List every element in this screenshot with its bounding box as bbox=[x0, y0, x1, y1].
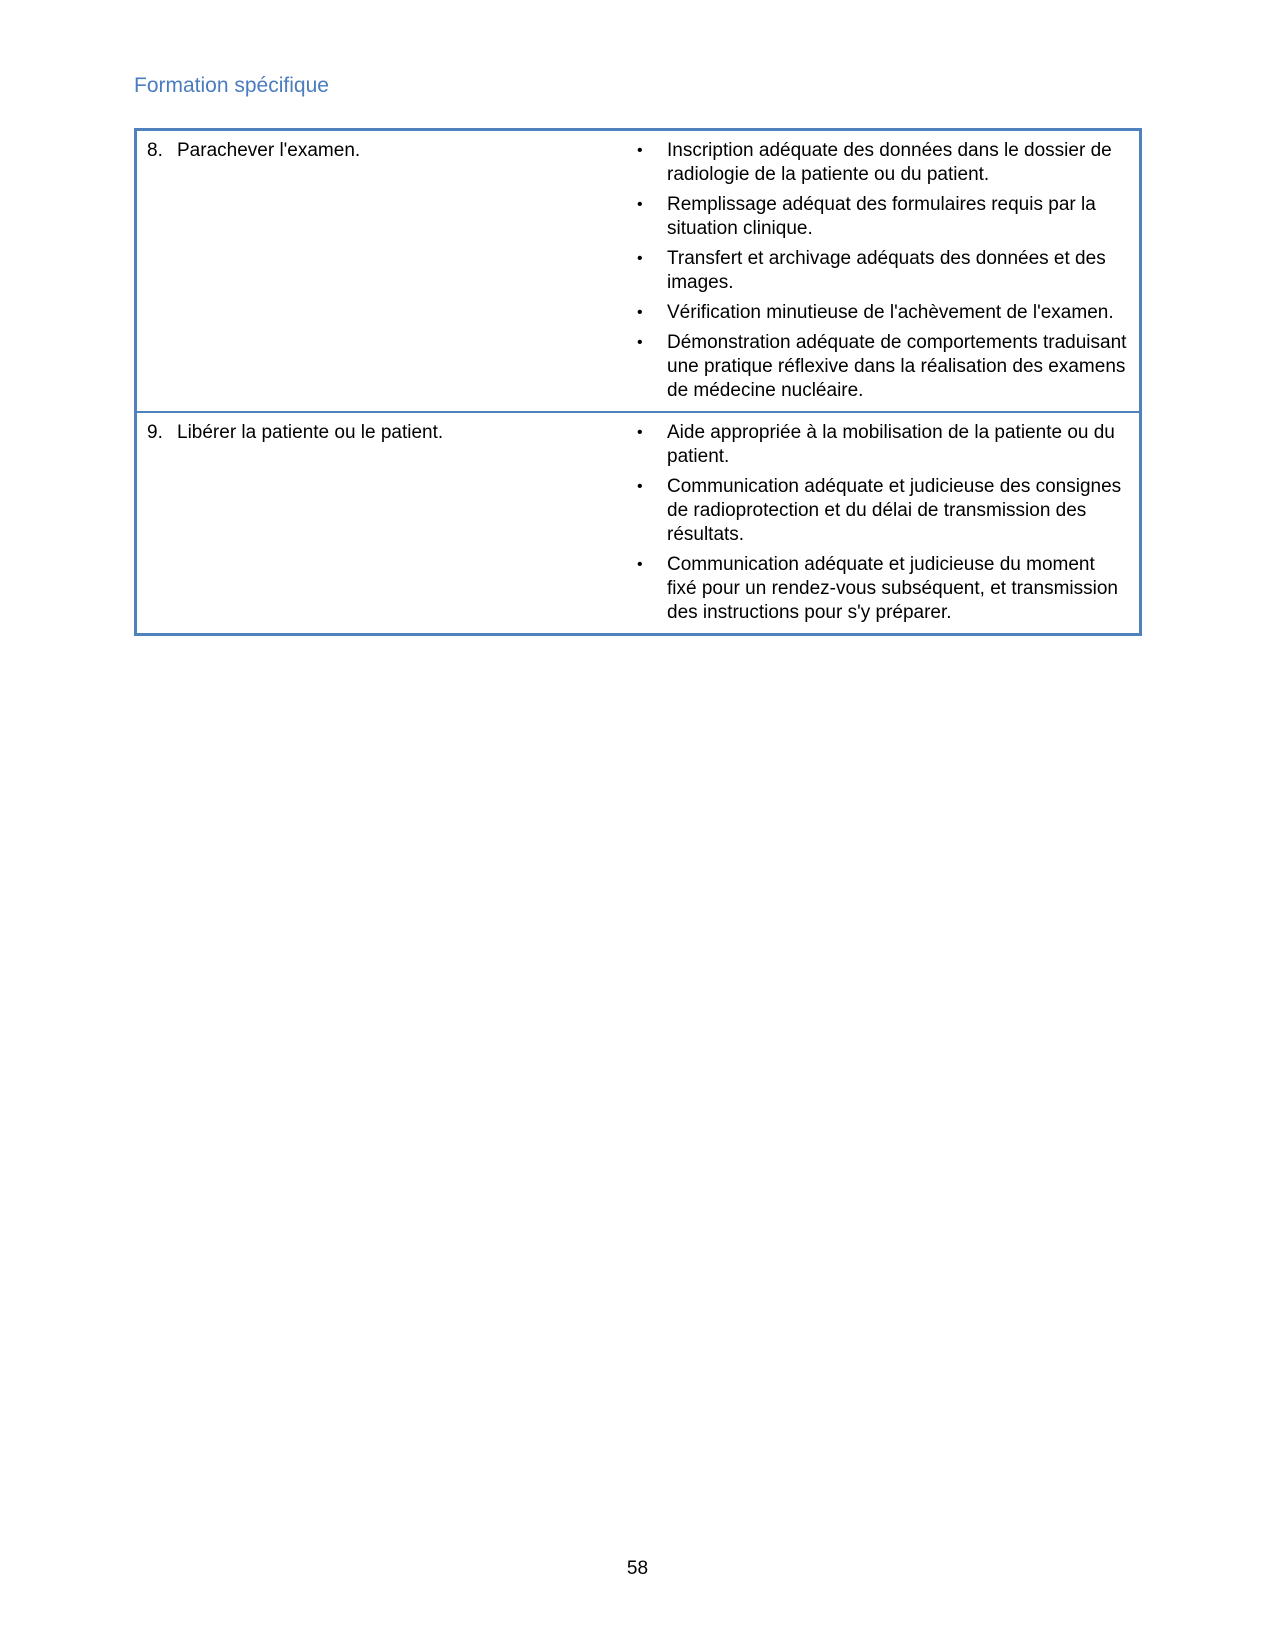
criterion-item bbox=[637, 421, 1129, 469]
criteria-cell bbox=[637, 131, 1139, 411]
criterion-item bbox=[637, 193, 1129, 241]
task-item bbox=[147, 139, 637, 163]
task-label: Parachever l'examen. bbox=[177, 140, 361, 161]
criterion-item bbox=[637, 475, 1129, 547]
criterion-item bbox=[637, 553, 1129, 625]
bullet-icon: • bbox=[637, 196, 643, 213]
task-cell bbox=[137, 131, 637, 411]
task-label: Libérer la patiente ou le patient. bbox=[177, 422, 444, 443]
bullet-icon: • bbox=[637, 250, 643, 267]
criteria-table bbox=[134, 128, 1142, 636]
task-item bbox=[147, 421, 637, 445]
bullet-icon: • bbox=[637, 304, 643, 321]
criterion-text: Communication adéquate et judicieuse des consignes de radioprotection et du délai de transmission des résultats. bbox=[667, 476, 1122, 545]
task-number: 8. bbox=[147, 140, 163, 161]
task-number: 9. bbox=[147, 422, 163, 443]
criterion-item bbox=[637, 331, 1129, 403]
criterion-text: Aide appropriée à la mobilisation de la patiente ou du patient. bbox=[667, 422, 1115, 467]
criterion-text: Transfert et archivage adéquats des données et des images. bbox=[667, 248, 1106, 293]
criteria-cell bbox=[637, 413, 1139, 633]
page-number: 58 bbox=[626, 1558, 649, 1579]
bullet-icon: • bbox=[637, 334, 643, 351]
bullet-icon: • bbox=[637, 142, 643, 159]
table-row bbox=[137, 131, 1139, 411]
criterion-text: Vérification minutieuse de l'achèvement de l'examen. bbox=[667, 302, 1114, 323]
section-title: Formation spécifique bbox=[134, 74, 329, 97]
criterion-text: Démonstration adéquate de comportements traduisant une pratique réflexive dans la réalisation des examens de médecine nucléaire. bbox=[667, 332, 1127, 401]
criterion-item bbox=[637, 247, 1129, 295]
bullet-icon: • bbox=[637, 556, 643, 573]
criterion-text: Remplissage adéquat des formulaires requis par la situation clinique. bbox=[667, 194, 1096, 239]
criterion-item bbox=[637, 301, 1129, 325]
criterion-item bbox=[637, 139, 1129, 187]
criterion-text: Inscription adéquate des données dans le dossier de radiologie de la patiente ou du patient. bbox=[667, 140, 1112, 185]
criterion-text: Communication adéquate et judicieuse du moment fixé pour un rendez-vous subséquent, et transmission des instructions pour s'y préparer. bbox=[667, 554, 1118, 623]
bullet-icon: • bbox=[637, 424, 643, 441]
table-row bbox=[137, 411, 1139, 633]
task-cell bbox=[137, 413, 637, 633]
bullet-icon: • bbox=[637, 478, 643, 495]
